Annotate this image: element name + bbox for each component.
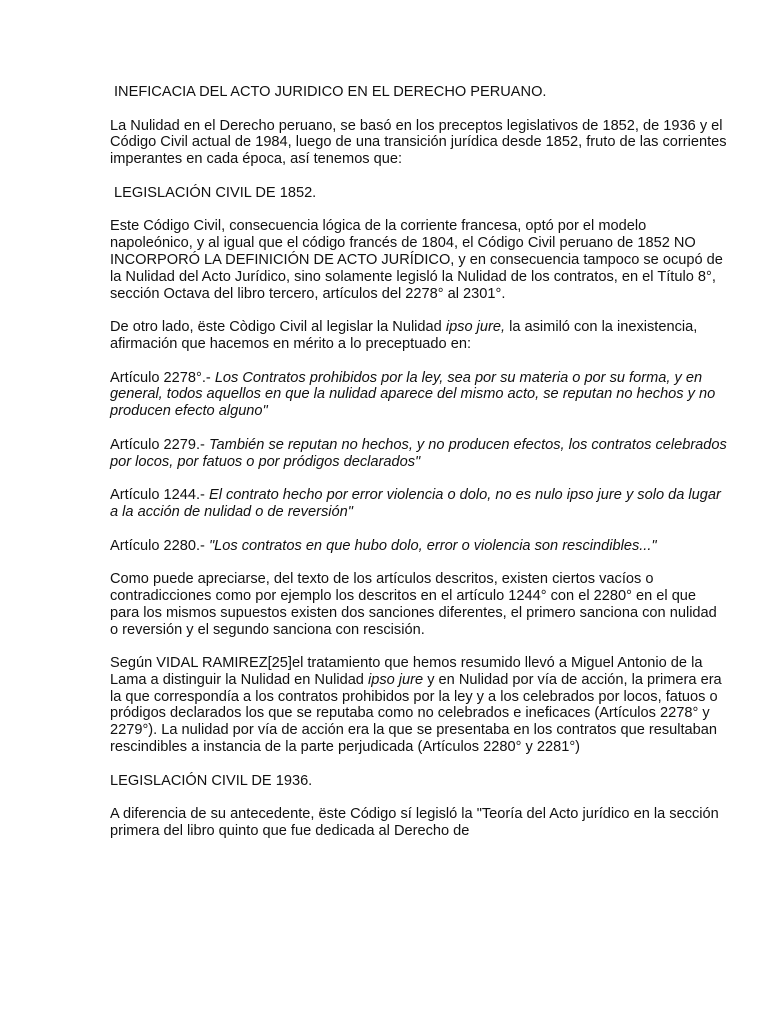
section-heading-1936: LEGISLACIÓN CIVIL DE 1936. <box>110 772 313 789</box>
article-label: Artículo 1244.- <box>110 487 209 504</box>
article-text: Los Contratos prohibidos por la ley, sea por su materia o por su forma, y en general, todos aquellos en que la nulidad aparece del mismo acto, se reputan no hechos y no producen efecto alguno" <box>110 369 716 420</box>
paragraph-codigo-1936: A diferencia de su antecedente, ëste Código sí legisló la "Teoría del Acto jurídico en la sección primera del libro quinto que fue dedicada al Derecho de <box>110 806 719 840</box>
paragraph-codigo-1852: Este Código Civil, consecuencia lógica de la corriente francesa, optó por el modelo napoleónico, y al igual que el código francés de 1804, el Código Civil peruano de 1852 NO INCORPORÓ LA DEFINICIÓN DE ACTO JURÍDICO, y en consecuencia tampoco se ocupó de la Nulidad del Acto Jurídico, sino solamente legisló la Nulidad de los contratos, en el Título 8°, sección Octava del libro tercero, artículos del 2278° al 2301°. <box>110 218 723 302</box>
document-title: INEFICACIA DEL ACTO JURIDICO EN EL DERECHO PERUANO. <box>114 84 547 100</box>
article-2279 <box>110 437 728 471</box>
paragraph-contradicciones: Como puede apreciarse, del texto de los artículos descritos, existen ciertos vacíos o contradicciones como por ejemplo los descritos en el artículo 1244° con el 2280° en el que para los mismos supuestos existen dos sanciones diferentes, el primero sanciona con nulidad o reversión y el segundo sanciona con rescisión. <box>110 571 717 638</box>
text-run: la asimiló con la inexistencia, afirmación que hacemos en mérito a lo preceptuado en: <box>110 319 698 352</box>
article-label: Artículo 2280.- <box>110 537 209 554</box>
paragraph-ipso-jure <box>110 319 728 353</box>
article-text: El contrato hecho por error violencia o dolo, no es nulo ipso jure y solo da lugar a la acción de nulidad o de reversión" <box>110 487 721 520</box>
text-run: y en Nulidad por vía de acción, la primera era la que correspondía a los contratos prohibidos por la ley y a los celebrados por locos, fatuos o pródigos declarados los que se reputaba como no celebrados e ineficaces (Artículos 2278° y 2279°). La nulidad por vía de acción era la que se presentaba en los contratos que resultaban rescindibles a instancia de la parte perjudicada (Artículos 2280° y 2281°) <box>110 671 722 756</box>
section-heading-1852: LEGISLACIÓN CIVIL DE 1852. <box>114 184 317 201</box>
intro-paragraph: La Nulidad en el Derecho peruano, se basó en los preceptos legislativos de 1852, de 1936 y el Código Civil actual de 1984, luego de una transición jurídica desde 1852, fruto de las corrientes imperantes en cada época, así tenemos que: <box>110 117 727 168</box>
article-text: También se reputan no hechos, y no producen efectos, los contratos celebrados por locos, por fatuos o por pródigos declarados" <box>110 436 727 470</box>
article-2280 <box>110 538 728 555</box>
italic-term: ipso jure <box>367 671 424 688</box>
article-label: Artículo 2278°.- <box>110 369 215 386</box>
article-label: Artículo 2279.- <box>110 436 209 453</box>
text-run: De otro lado, ëste Còdigo Civil al legislar la Nulidad <box>110 319 446 336</box>
article-text: "Los contratos en que hubo dolo, error o violencia son rescindibles..." <box>208 537 657 554</box>
paragraph-vidal-ramirez <box>110 655 728 756</box>
article-1244 <box>110 487 728 521</box>
text-run: Según VIDAL RAMIREZ[25]el tratamiento que hemos resumido llevó a Miguel Antonio de la Lama a distinguir la Nulidad en Nulidad <box>110 655 703 688</box>
italic-term: ipso jure, <box>445 319 506 336</box>
article-2278 <box>110 370 728 420</box>
